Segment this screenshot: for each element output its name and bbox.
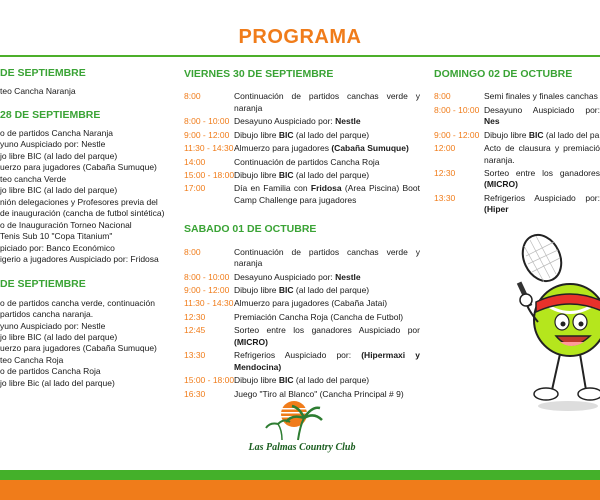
schedule-description	[484, 143, 600, 166]
schedule-line: igerio a jugadores Auspiciado por: Fridosa	[0, 253, 159, 264]
description-text: Continuación de partidos Cancha Roja	[234, 156, 380, 167]
schedule-line: o de partidos Cancha Naranja	[0, 127, 113, 138]
title-row	[0, 26, 600, 54]
schedule-description	[234, 272, 420, 283]
schedule-row	[184, 325, 420, 348]
bottom-orange-stripe	[0, 480, 600, 500]
sponsor-name: (MICRO)	[234, 336, 268, 347]
description-text: Almuerzo para jugadores	[234, 143, 332, 154]
schedule-time: 8:00	[184, 246, 201, 257]
schedule-row	[184, 183, 420, 206]
description-text: Continuación de partidos canchas verde y naranja	[234, 246, 420, 269]
schedule-description	[234, 91, 420, 114]
schedule-row	[434, 130, 600, 141]
schedule-time: 8:00	[184, 91, 201, 102]
schedule-time: 16:30	[184, 388, 206, 399]
schedule-row	[184, 247, 420, 270]
schedule-line: partidos cancha naranja.	[0, 309, 94, 320]
description-text: Dibujo libre	[484, 129, 529, 140]
schedule-description	[234, 170, 420, 181]
sponsor-name: BIC	[278, 169, 294, 180]
schedule-description	[484, 193, 600, 216]
sponsor-name: BIC	[528, 129, 544, 140]
left-day2-heading: 28 DE SEPTIEMBRE	[0, 108, 101, 121]
schedule-time: 8:00 - 10:00	[184, 271, 230, 282]
sunday-schedule	[434, 91, 600, 216]
schedule-row	[434, 143, 600, 166]
left-day3-heading: DE SEPTIEMBRE	[0, 278, 86, 291]
schedule-description	[234, 375, 420, 386]
schedule-line: uerzo para jugadores (Cabaña Sumuque)	[0, 162, 157, 173]
schedule-description	[234, 350, 420, 373]
sponsor-name: Nestle	[335, 271, 361, 282]
description-text: Dibujo libre	[234, 129, 279, 140]
description-text: (al lado del parque)	[293, 169, 370, 180]
schedule-line: yuno Auspiciado por: Nestle	[0, 139, 106, 150]
schedule-time: 8:00 - 10:00	[434, 104, 480, 115]
sponsor-name: Nes	[484, 116, 500, 127]
description-text: Dibujo libre	[234, 284, 279, 295]
schedule-row	[434, 105, 600, 128]
schedule-row	[184, 375, 420, 386]
schedule-time: 13:30	[184, 350, 206, 361]
schedule-line: teo Cancha Naranja	[0, 86, 76, 97]
page-title: PROGRAMA	[238, 26, 362, 48]
schedule-row	[184, 350, 420, 373]
schedule-line: jo libre BIC (al lado del parque)	[0, 150, 118, 161]
schedule-description	[234, 389, 420, 400]
sponsor-name: (Hipermaxi y Mendocina)	[234, 350, 420, 372]
schedule-time: 12:30	[434, 167, 456, 178]
schedule-description	[484, 130, 600, 141]
description-text: (al lado del parque)	[293, 129, 370, 140]
sponsor-name: (Hiper	[484, 204, 509, 215]
sponsor-name: BIC	[278, 129, 294, 140]
description-text: Almuerzo para jugadores (Cabaña Jatai)	[234, 298, 388, 309]
description-text: Desayuno Auspiciado por:	[234, 116, 336, 127]
schedule-row	[434, 168, 600, 191]
schedule-description	[234, 130, 420, 141]
schedule-line: piciado por: Banco Económico	[0, 242, 115, 253]
las-palmas-logo	[242, 400, 362, 456]
schedule-time: 14:00	[184, 156, 206, 167]
sponsor-name: Nestle	[335, 116, 361, 127]
description-text: Sorteo entre los ganadores Auspiciado por	[234, 325, 420, 336]
schedule-line: teo Cancha Roja	[0, 354, 64, 365]
schedule-row	[184, 157, 420, 168]
description-text: Continuación de partidos canchas verde y naranja	[234, 91, 420, 113]
schedule-description	[234, 183, 420, 206]
description-text: Desayuno Auspiciado por:	[234, 271, 336, 282]
description-text: Semi finales y finales canchas	[484, 91, 598, 102]
title-divider	[0, 55, 600, 57]
description-text: (al lado del parque)	[293, 284, 370, 295]
sunday-heading: DOMINGO 02 DE OCTUBRE	[434, 68, 573, 80]
schedule-time: 9:00 - 12:00	[184, 284, 230, 295]
schedule-time: 12:30	[184, 311, 206, 322]
schedule-line: o de partidos Cancha Roja	[0, 366, 101, 377]
schedule-time: 13:30	[434, 192, 456, 203]
saturday-schedule	[184, 247, 420, 401]
schedule-row	[184, 91, 420, 114]
bottom-band	[0, 470, 600, 500]
schedule-time: 12:45	[184, 325, 206, 336]
schedule-time: 17:00	[184, 183, 206, 194]
schedule-line: jo libre BIC (al lado del parque)	[0, 332, 118, 343]
sponsor-name: BIC	[278, 284, 294, 295]
left-day3-list	[0, 298, 172, 390]
description-text: Refrigerios Auspiciado por:	[234, 350, 362, 361]
schedule-row	[184, 272, 420, 283]
schedule-time: 8:00	[434, 91, 451, 102]
schedule-row	[184, 389, 420, 400]
schedule-row	[184, 170, 420, 181]
schedule-row	[184, 312, 420, 323]
schedule-description	[234, 325, 420, 348]
schedule-description	[234, 157, 420, 168]
schedule-time: 11:30 - 14:30	[184, 298, 234, 309]
schedule-time: 15:00 - 18:00	[184, 169, 235, 180]
sponsor-name: (Cabaña Sumuque)	[331, 143, 409, 154]
schedule-row	[184, 298, 420, 309]
friday-heading: VIERNES 30 DE SEPTIEMBRE	[184, 68, 334, 80]
description-text: Dibujo libre	[234, 375, 279, 386]
schedule-line: o de Inauguración Torneo Nacional	[0, 219, 132, 230]
description-text: Juego "Tiro al Blanco" (Cancha Principal # 9)	[234, 388, 404, 399]
right-column	[434, 67, 600, 218]
schedule-line: o de partidos cancha verde, continuación	[0, 297, 155, 308]
sponsor-name: (MICRO)	[484, 179, 518, 190]
left-day1-list	[0, 86, 172, 97]
schedule-line: jo libre BIC (al lado del parque)	[0, 185, 118, 196]
top-band	[0, 0, 600, 22]
description-text: (al lado del parque)	[293, 375, 370, 386]
schedule-row	[184, 143, 420, 154]
description-text: Refrigerios Auspiciado por:	[484, 192, 600, 203]
schedule-line: nión delegaciones y Profesores previa del	[0, 196, 158, 207]
schedule-line: uerzo para jugadores (Cabaña Sumuque)	[0, 343, 157, 354]
saturday-heading: SABADO 01 DE OCTUBRE	[184, 223, 317, 236]
schedule-description	[234, 285, 420, 296]
left-day2-list	[0, 128, 172, 266]
schedule-description	[234, 298, 420, 309]
logo-text: Las Palmas Country Club	[248, 442, 356, 453]
schedule-line: Tenis Sub 10 "Copa Titanium"	[0, 231, 113, 242]
left-day1-heading: DE SEPTIEMBRE	[0, 67, 86, 79]
schedule-time: 9:00 - 12:00	[434, 129, 480, 140]
description-text: Dibujo libre	[234, 169, 279, 180]
bottom-green-stripe	[0, 470, 600, 480]
schedule-row	[184, 130, 420, 141]
schedule-time: 9:00 - 12:00	[184, 129, 230, 140]
schedule-description	[484, 91, 600, 102]
friday-schedule	[184, 91, 420, 206]
schedule-time: 15:00 - 18:00	[184, 375, 235, 386]
schedule-time: 8:00 - 10:00	[184, 116, 230, 127]
description-text: Desayuno Auspiciado por:	[484, 104, 600, 115]
description-text: Día en Familia con	[234, 183, 311, 194]
left-column	[0, 66, 172, 389]
schedule-row	[434, 91, 600, 102]
schedule-time: 11:30 - 14:30	[184, 143, 234, 154]
sponsor-name: BIC	[278, 375, 294, 386]
middle-column	[184, 67, 420, 402]
description-text: (Area Piscina) Boot Camp Challenge para jugadores	[234, 183, 420, 205]
tennis-ball-mascot-icon	[500, 230, 600, 415]
description-text: Premiación Cancha Roja (Cancha de Futbol)	[234, 311, 404, 322]
schedule-description	[234, 143, 420, 154]
sponsor-name: Fridosa	[310, 183, 342, 194]
schedule-row	[184, 116, 420, 127]
schedule-time: 12:00	[434, 143, 456, 154]
schedule-line: de inauguración (cancha de futbol sintética)	[0, 208, 165, 219]
description-text: Acto de clausura y premiació naranja.	[484, 143, 600, 165]
schedule-row	[184, 285, 420, 296]
schedule-line: yuno Auspiciado por: Nestle	[0, 320, 106, 331]
description-text: (al lado del pa	[543, 129, 600, 140]
schedule-description	[484, 105, 600, 128]
schedule-description	[234, 116, 420, 127]
schedule-row	[434, 193, 600, 216]
schedule-description	[484, 168, 600, 191]
schedule-line: teo cancha Verde	[0, 173, 67, 184]
palm-tree-logo-icon	[242, 400, 362, 456]
schedule-line: jo libre Bic (al lado del parque)	[0, 377, 115, 388]
schedule-description	[234, 247, 420, 270]
schedule-description	[234, 312, 420, 323]
description-text: Sorteo entre los ganadores	[484, 167, 600, 178]
